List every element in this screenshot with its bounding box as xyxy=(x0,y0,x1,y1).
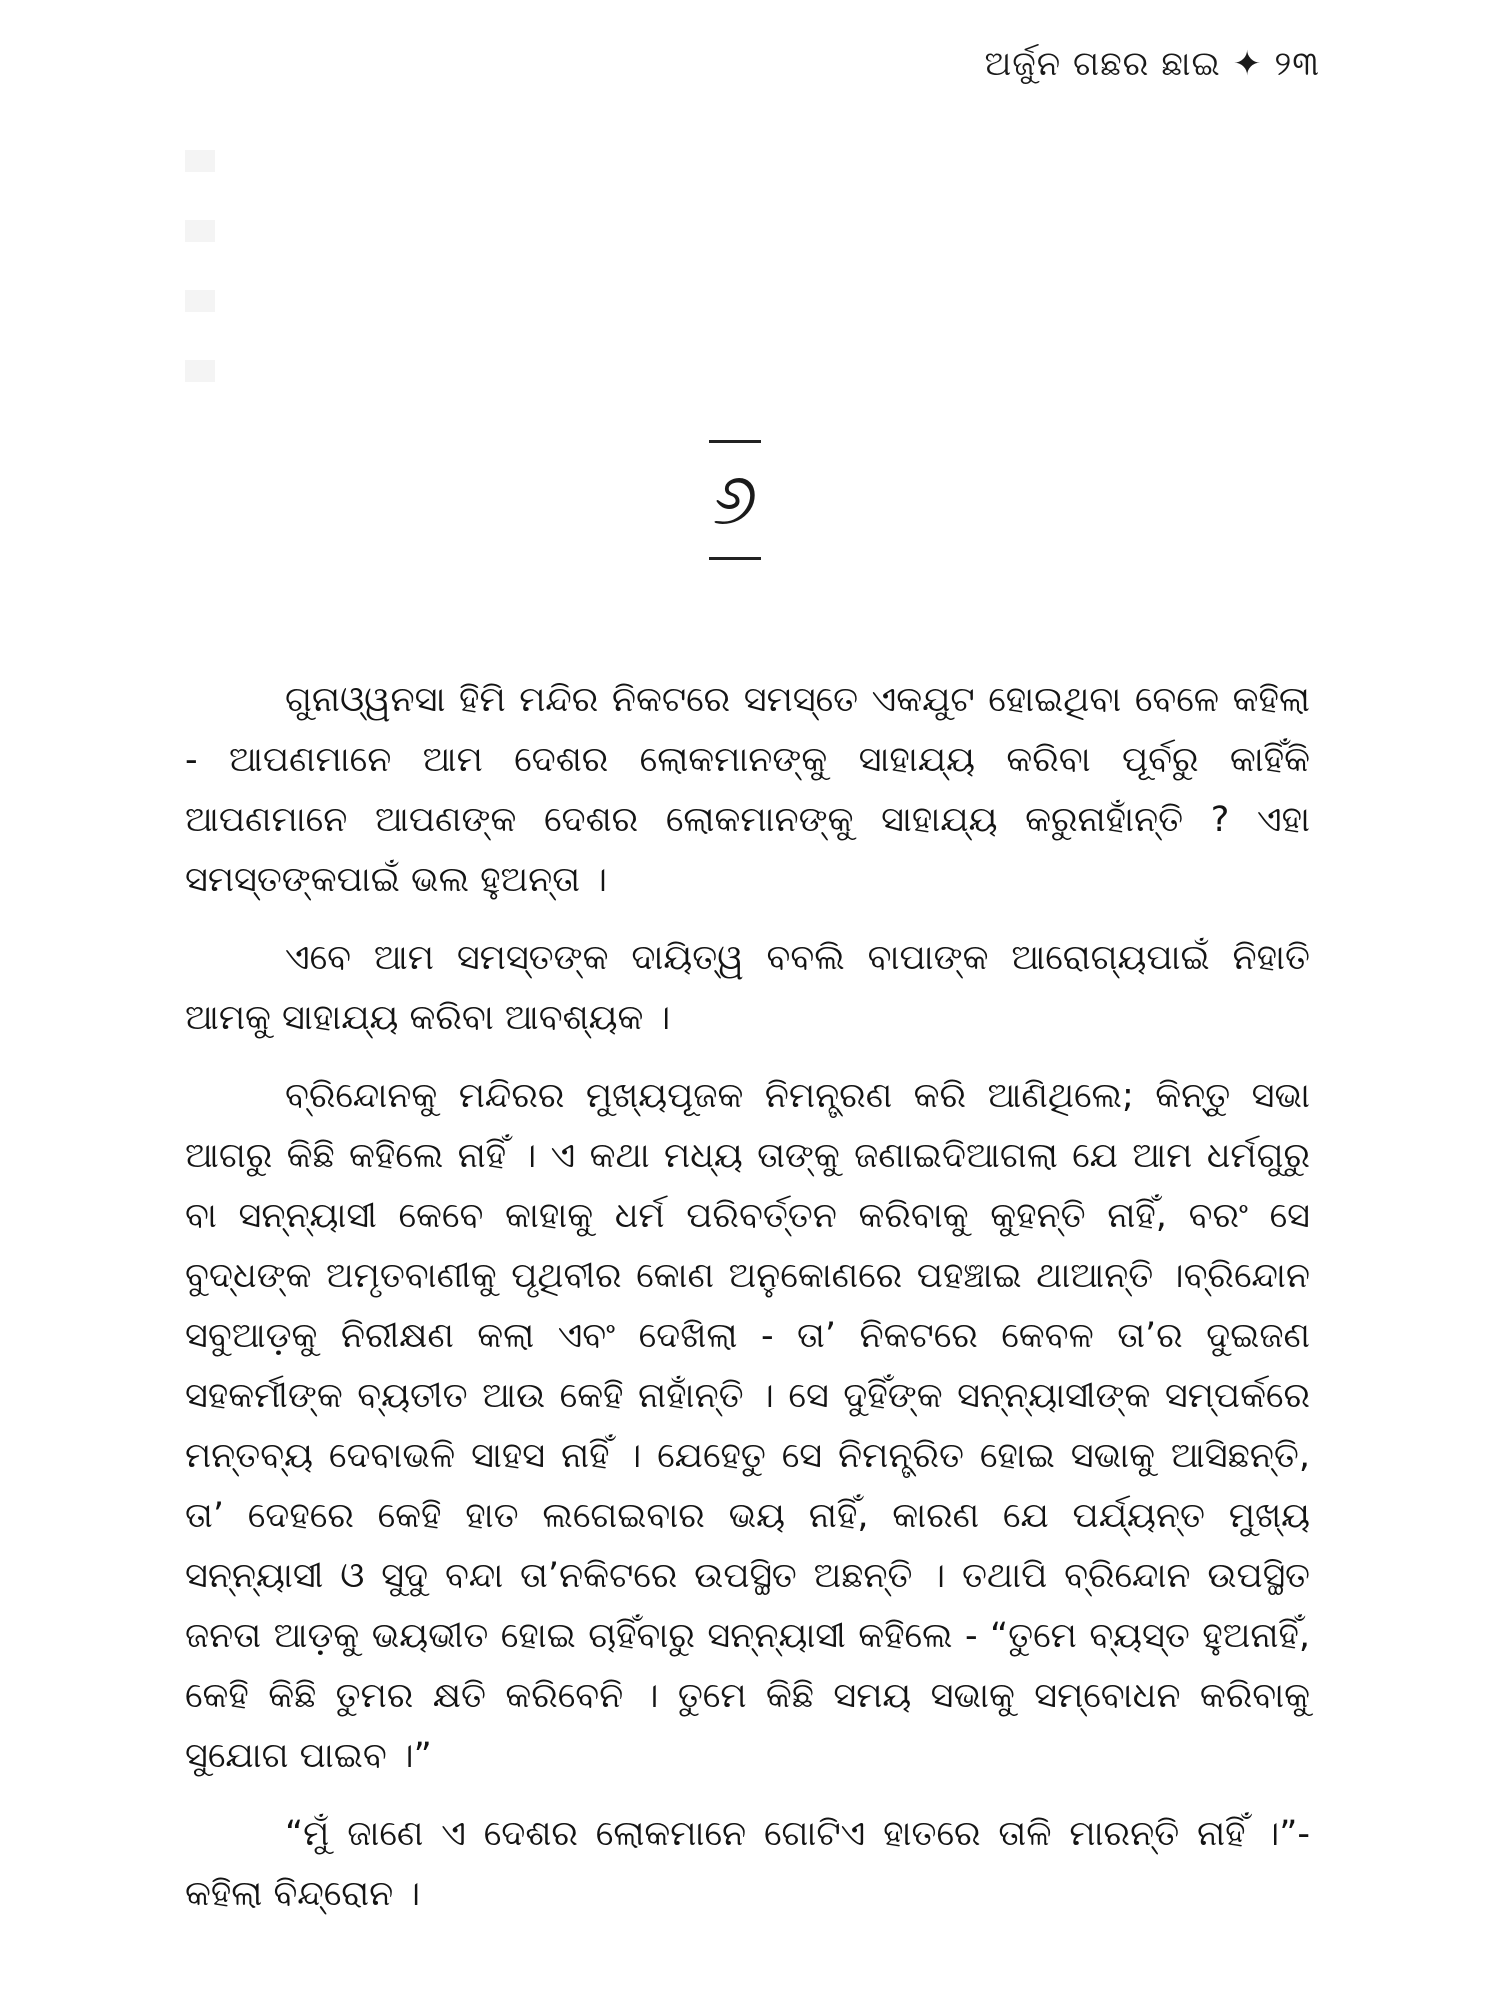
page-number: ୨୩ xyxy=(1274,44,1320,84)
chapter-number: ୬ xyxy=(712,457,758,541)
book-title: ଅର୍ଜୁନ ଗଛର ଛାଇ xyxy=(984,44,1221,84)
body-text xyxy=(185,670,1310,1942)
paragraph-2: ଏବେ ଆମ ସମସ୍ତଙ୍କ ଦାୟିତ୍ୱ ବବଲି ବାପାଙ୍କ ଆରୋଗ୍ୟପାଇଁ ନିହାତି ଆମକୁ ସାହାଯ୍ୟ କରିବା ଆବଶ୍ୟକ । xyxy=(185,938,1310,1038)
star-separator-icon: ✦ xyxy=(1232,44,1263,84)
faint-margin-marks xyxy=(185,150,215,430)
paragraph-1: ଗୁନାଓ୍ୱନସା ହିମି ମନ୍ଦିର ନିକଟରେ ସମସ୍ତେ ଏକଯୁଟ ହୋଇଥିବା ବେଳେ କହିଲା - ଆପଣମାନେ ଆମ ଦେଶର ଲୋକମାନଙ୍କୁ ସାହାଯ୍ୟ କରିବା ପୂର୍ବରୁ କାହିଁକି ଆପଣମାନେ ଆପଣଙ୍କ ଦେଶର ଲୋକମାନଙ୍କୁ ସାହାଯ୍ୟ କରୁନାହାଁନ୍ତି ? ଏହା ସମସ୍ତଙ୍କପାଇଁ ଭଲ ହୁଅନ୍ତା । xyxy=(185,680,1310,900)
paragraph-3: ବ୍ରିନ୍ଦୋନକୁ ମନ୍ଦିରର ମୁଖ୍ୟପୂଜକ ନିମନ୍ତ୍ରଣ କରି ଆଣିଥିଲେ; କିନ୍ତୁ ସଭା ଆଗରୁ କିଛି କହିଲେ ନାହିଁ । ଏ କଥା ମଧ୍ୟ ତାଙ୍କୁ ଜଣାଇଦିଆଗଲା ଯେ ଆମ ଧର୍ମଗୁରୁ ବା ସନ୍ନ୍ୟାସୀ କେବେ କାହାକୁ ଧର୍ମ ପରିବର୍ତ୍ତନ କରିବାକୁ କୁହନ୍ତି ନାହିଁ, ବରଂ ସେ ବୁଦ୍ଧଙ୍କ ଅମୃତବାଣୀକୁ ପୃଥିବୀର କୋଣ ଅନୁକୋଣରେ ପହଞ୍ଚାଇ ଥାଆନ୍ତି ।ବ୍ରିନ୍ଦୋନ ସବୁଆଡ଼କୁ ନିରୀକ୍ଷଣ କଲା ଏବଂ ଦେଖିଲା - ତା’ ନିକଟରେ କେବଳ ତା’ର ଦୁଇଜଣ ସହକର୍ମୀଙ୍କ ବ୍ୟତୀତ ଆଉ କେହି ନାହାଁନ୍ତି । ସେ ଦୁହିଁଙ୍କ ସନ୍ନ୍ୟାସୀଙ୍କ ସମ୍ପର୍କରେ ମନ୍ତବ୍ୟ ଦେବାଭଳି ସାହସ ନାହିଁ । ଯେହେତୁ ସେ ନିମନ୍ତ୍ରିତ ହୋଇ ସଭାକୁ ଆସିଛନ୍ତି, ତା’ ଦେହରେ କେହି ହାତ ଲଗେଇବାର ଭୟ ନାହିଁ, କାରଣ ଯେ ପର୍ଯ୍ୟନ୍ତ ମୁଖ୍ୟ ସନ୍ନ୍ୟାସୀ ଓ ସୁଦୁ ବନ୍ଦା ତା’ନକିଟରେ ଉପସ୍ଥିତ ଅଛନ୍ତି । ତଥାପି ବ୍ରିନ୍ଦୋନ ଉପସ୍ଥିତ ଜନତା ଆଡ଼କୁ ଭୟଭୀତ ହୋଇ ଚାହିଁବାରୁ ସନ୍ନ୍ୟାସୀ କହିଲେ - “ତୁମେ ବ୍ୟସ୍ତ ହୁଅନାହିଁ, କେହି କିଛି ତୁମର କ୍ଷତି କରିବେନି । ତୁମେ କିଛି ସମୟ ସଭାକୁ ସମ୍ବୋଧନ କରିବାକୁ ସୁଯୋଗ ପାଇବ ।” xyxy=(185,1076,1310,1776)
chapter-rule-bottom xyxy=(709,557,761,560)
running-header xyxy=(984,44,1320,84)
chapter-rule-top xyxy=(709,440,761,443)
chapter-heading xyxy=(700,440,770,560)
paragraph-4: “ମୁଁ ଜାଣେ ଏ ଦେଶର ଲୋକମାନେ ଗୋଟିଏ ହାତରେ ତାଳି ମାରନ୍ତି ନାହିଁ ।”- କହିଲା ବିନ୍ଦ୍ରୋନ । xyxy=(185,1814,1310,1914)
